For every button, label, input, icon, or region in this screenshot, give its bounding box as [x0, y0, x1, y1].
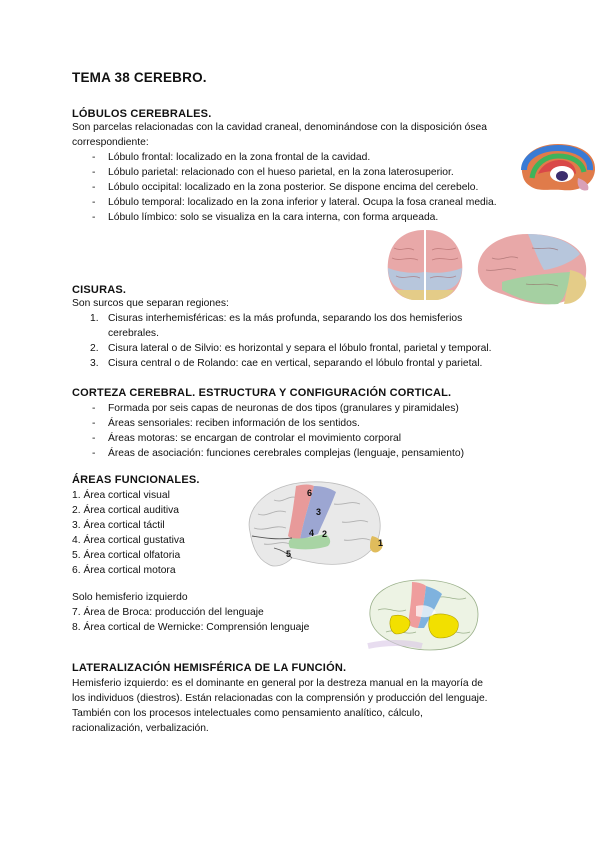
list-bullet: -	[92, 403, 96, 414]
figure-label-1: 1	[378, 538, 384, 548]
lateralizacion-line: Hemisferio izquierdo: es el dominante en general por la destreza manual en la mayoría de	[72, 678, 483, 689]
corteza-item-motoras: Áreas motoras: se encargan de controlar el movimiento corporal	[108, 433, 402, 444]
corteza-item-asociacion: Áreas de asociación: funciones cerebrales complejas (lenguaje, pensamiento)	[108, 448, 465, 459]
list-bullet: -	[92, 418, 96, 429]
cisuras-item-interhemisferica-cont: cerebrales.	[108, 328, 159, 339]
lobulos-intro-line2: correspondiente:	[72, 137, 149, 148]
lobulos-item-temporal: Lóbulo temporal: localizado en la zona inferior y lateral. Ocupa la fosa craneal media.	[108, 197, 497, 208]
lateralizacion-heading: LATERALIZACIÓN HEMISFÉRICA DE LA FUNCIÓN.	[72, 662, 347, 674]
figure-label-5: 5	[286, 549, 292, 559]
brain-top-view-image	[384, 228, 466, 302]
list-bullet: -	[92, 448, 96, 459]
areas-item-olfatoria: 5. Área cortical olfatoria	[72, 550, 181, 561]
functional-areas-brain-image	[244, 478, 386, 570]
figure-label-3: 3	[316, 507, 322, 517]
page-title: TEMA 38 CEREBRO.	[72, 70, 207, 85]
areas-item-tactil: 3. Área cortical táctil	[72, 520, 165, 531]
cisuras-intro: Son surcos que separan regiones:	[72, 298, 229, 309]
language-areas-brain-image	[366, 576, 482, 654]
cisuras-item-rolando: Cisura central o de Rolando: cae en vertical, separando el lóbulo frontal y parietal.	[108, 358, 483, 369]
cisuras-heading: CISURAS.	[72, 284, 127, 296]
areas-item-broca: 7. Área de Broca: producción del lenguaje	[72, 607, 264, 618]
list-bullet: -	[92, 152, 96, 163]
cisuras-item-number: 1.	[90, 313, 99, 324]
lobulos-intro-line1: Son parcelas relacionadas con la cavidad craneal, denominándose con la disposición ósea	[72, 122, 488, 133]
figure-label-4: 4	[309, 528, 315, 538]
corteza-item-capas: Formada por seis capas de neuronas de dos tipos (granulares y piramidales)	[108, 403, 459, 414]
areas-item-wernicke: 8. Área cortical de Wernicke: Comprensión lenguaje	[72, 622, 310, 633]
areas-item-motora: 6. Área cortical motora	[72, 565, 176, 576]
cisuras-item-number: 2.	[90, 343, 99, 354]
list-bullet: -	[92, 433, 96, 444]
lateralizacion-line: los individuos (diestros). Están relacionadas con la comprensión y producción del lenguaje.	[72, 693, 488, 704]
figure-label-2: 2	[322, 529, 328, 539]
brain-lateral-lobes-image	[472, 228, 592, 308]
lobulos-item-frontal: Lóbulo frontal: localizado en la zona frontal de la cavidad.	[108, 152, 371, 163]
lateralizacion-line: racionalización, verbalización.	[72, 723, 209, 734]
cisuras-item-number: 3.	[90, 358, 99, 369]
areas-left-note: Solo hemisferio izquierdo	[72, 592, 188, 603]
figure-label-6: 6	[307, 488, 313, 498]
medial-brain-image	[518, 140, 598, 198]
lobulos-item-limbico: Lóbulo límbico: solo se visualiza en la cara interna, con forma arqueada.	[108, 212, 439, 223]
cisuras-item-silvio: Cisura lateral o de Silvio: es horizontal y separa el lóbulo frontal, parietal y temporal.	[108, 343, 492, 354]
lateralizacion-line: También con los procesos intelectuales como pensamiento analítico, cálculo,	[72, 708, 423, 719]
list-bullet: -	[92, 197, 96, 208]
areas-item-auditiva: 2. Área cortical auditiva	[72, 505, 180, 516]
areas-item-visual: 1. Área cortical visual	[72, 490, 170, 501]
cisuras-item-interhemisferica: Cisuras interhemisféricas: es la más profunda, separando los dos hemisferios	[108, 313, 463, 324]
list-bullet: -	[92, 182, 96, 193]
lobulos-heading: LÓBULOS CEREBRALES.	[72, 108, 212, 120]
list-bullet: -	[92, 212, 96, 223]
corteza-heading: CORTEZA CEREBRAL. ESTRUCTURA Y CONFIGURACIÓN CORTICAL.	[72, 387, 452, 399]
list-bullet: -	[92, 167, 96, 178]
lobulos-item-parietal: Lóbulo parietal: relacionado con el hueso parietal, en la zona laterosuperior.	[108, 167, 454, 178]
corteza-item-sensoriales: Áreas sensoriales: reciben información de los sentidos.	[108, 418, 360, 429]
areas-item-gustativa: 4. Área cortical gustativa	[72, 535, 185, 546]
lobulos-item-occipital: Lóbulo occipital: localizado en la zona posterior. Se dispone encima del cerebelo.	[108, 182, 479, 193]
areas-heading: ÁREAS FUNCIONALES.	[72, 474, 200, 486]
